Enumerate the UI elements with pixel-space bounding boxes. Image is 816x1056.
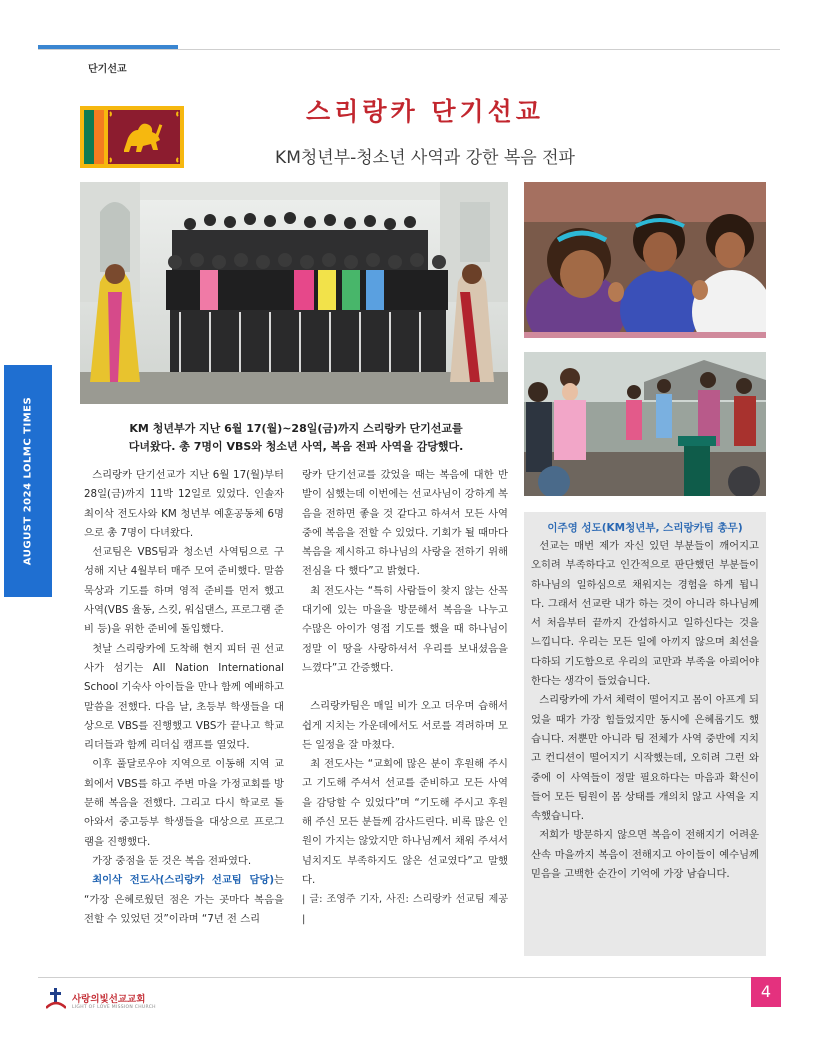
article-paragraph: 이후 풀달로우야 지역으로 이동해 지역 교회에서 VBS를 하고 주변 마을 가정교회를 방문해 복음을 전했다. 그리고 다시 학교로 돌아와서 중고등부 학생들을 대상으로 프로그램을 진행했다. — [84, 758, 284, 848]
article-paragraph: 스리랑카 단기선교가 지난 6월 17(월)부터 28일(금)까지 11박 12일로 있었다. 인솔자 최이삭 전도사와 KM 청년부 예훈공동체 6명으로 총 7명이 다녀왔다. — [84, 469, 284, 539]
article-paragraph: 최 전도사는 “교회에 많은 분이 후원해 주시고 기도해 주셔서 선교를 준비하고 모든 사역을 감당할 수 있었다”며 “기도해 주시고 후원해 주신 모든 분들께 감사드린다. 비록 많은 인원이 가지는 않았지만 하나님께서 채워 주셔서 넘치지도 부족하지도 않은 선교였다”고 말했다. — [302, 758, 508, 886]
page-number: 4 — [751, 977, 781, 1007]
section-label: 단기선교 — [88, 64, 127, 75]
article-text-continued: 는 “가장 은혜로웠던 점은 가는 곳마다 복음을 전할 수 있었던 것”이라며 “7년 전 스리 — [84, 874, 284, 925]
article-paragraph — [84, 871, 284, 929]
children-photo — [524, 182, 766, 338]
article-paragraph: 최 전도사는 “특히 사람들이 찾지 않는 산꼭대기에 있는 마을을 방문해서 복음을 나누고 수많은 아이가 영접 기도를 했을 때 하나님이 정말 이 땅을 사랑하셔서 우리를 보내셨음을 느꼈다”고 간증했다. — [302, 584, 508, 674]
sri-lanka-flag-icon — [80, 106, 184, 168]
footer-divider — [38, 977, 780, 978]
village-photo — [524, 352, 766, 496]
caption-line-1: KM 청년부가 지난 6월 17(월)~28일(금)까지 스리랑카 단기선교를 — [129, 422, 463, 435]
testimony-box — [524, 512, 766, 956]
page-title: 스리랑카 단기선교 — [306, 97, 544, 126]
church-logo-icon — [46, 988, 66, 1010]
church-name: 사랑의빛선교교회 — [72, 994, 146, 1005]
caption-line-2: 다녀왔다. 총 7명이 VBS와 청소년 사역, 복음 전파 사역을 감당했다. — [128, 440, 464, 453]
church-name-english: LIGHT OF LOVE MISSION CHURCH — [72, 1005, 156, 1010]
speaker-highlight: 최이삭 전도사(스리랑카 선교팀 담당) — [92, 874, 275, 887]
article-paragraph: 선교팀은 VBS팀과 청소년 사역팀으로 구성해 지난 4월부터 매주 모여 준비했다. 말씀 묵상과 기도를 하며 영적 준비를 먼저 했고 사역(VBS 율동, 스킷, 워십댄스, 프로그램 준비 등)을 위한 준비에 돌입했다. — [84, 546, 284, 636]
header-divider — [38, 49, 780, 50]
article-paragraph: 첫날 스리랑카에 도착해 현지 피터 권 선교사가 섬기는 All Nation International School 기숙사 아이들을 만나 함께 예배하고 말씀을 전했다. 다음 날, 초등부 학생들을 대상으로 VBS를 진행했고 VBS가 끝나고 학교 리더들과 함께 리더십 캠프를 열었다. — [84, 642, 284, 752]
article-credit: | 글: 조영주 기자, 사진: 스리랑카 선교팀 제공 | — [302, 894, 508, 925]
article-paragraph: 가장 중점을 둔 것은 복음 전파였다. — [92, 854, 252, 867]
testimony-paragraph: 저희가 방문하지 않으면 복음이 전해지기 어려운 산속 마을까지 복음이 전해지고 아이들이 예수님께 믿음을 고백한 순간이 기억에 가장 남습니다. — [531, 829, 759, 881]
testimony-paragraph: 스리랑카에 가서 체력이 떨어지고 몸이 아프게 되었을 때가 가장 힘들었지만 동시에 은혜롭기도 했습니다. 저뿐만 아니라 팀 전체가 사역 중반에 지치고 컨디션이 떨어지기 시작했는데, 오히려 그런 와중에 이 사역들이 정말 필요하다는 마음과 확신이 들어 모든 팀원이 몸 상태를 개의치 않고 사역을 지속했습니다. — [531, 694, 759, 823]
testimony-paragraph: 선교는 매번 제가 자신 있던 부분들이 깨어지고 오히려 부족하다고 인간적으로 판단했던 부분들이 하나님의 일하심으로 채워지는 경험을 하게 됩니다. 그래서 선교란 내가 하는 것이 아니라 하나님께서 처음부터 끝까지 간섭하시고 일하신다는 것을 느낍니다. 우리는 모든 일에 아끼지 않으며 최선을 다하되 기도함으로 우리의 교만과 부족을 아뢰어야 한다는 생각이 들었습니다. — [531, 540, 759, 688]
article-paragraph: 스리랑카팀은 매일 비가 오고 더우며 습해서 쉽게 지치는 가운데에서도 서로를 격려하며 모든 일정을 잘 마쳤다. — [302, 700, 508, 751]
photo-caption — [84, 420, 508, 456]
page-subtitle: KM청년부-청소년 사역과 강한 복음 전파 — [275, 148, 575, 168]
sidebar-label: AUGUST 2024 LOLMC TIMES — [22, 396, 34, 566]
testimony-heading: 이주영 성도(KM청년부, 스리랑카팀 총무) — [547, 522, 743, 534]
article-column-1 — [84, 466, 284, 929]
sidebar-band — [4, 365, 52, 597]
article-paragraph: 랑카 단기선교를 갔었을 때는 복음에 대한 반발이 심했는데 이번에는 선교사님이 강하게 복음을 전하면 좋을 것 같다고 하셔서 모든 사역 중에 복음을 전할 수 있었다. 기회가 될 때마다 복음을 제시하고 하나님의 사랑을 전하기 위해 전심을 다 했다”고 밝혔다. — [302, 469, 508, 578]
article-column-2 — [302, 466, 508, 929]
group-photo — [80, 182, 508, 404]
